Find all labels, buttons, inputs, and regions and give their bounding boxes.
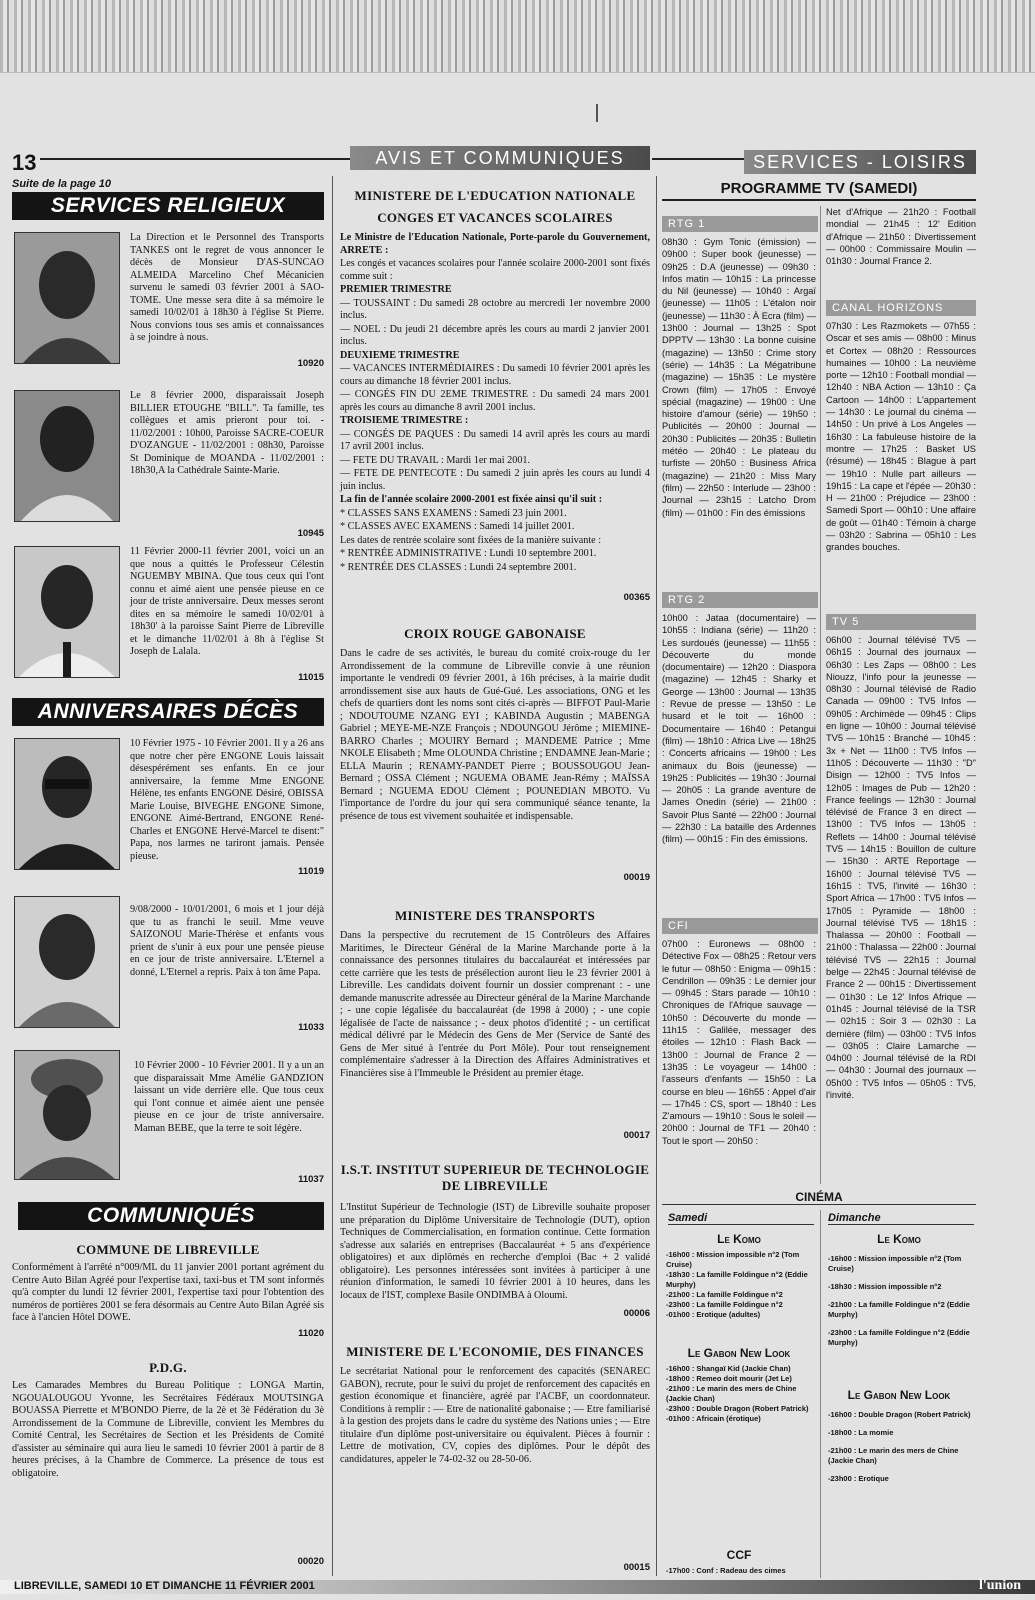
showtime: -16h00 : Mission impossible n°2 (Tom Cruise) — [828, 1254, 962, 1273]
obituary-text: La Direction et le Personnel des Transports TANKES ont le regret de vous annoncer le décès de Monsieur D'AS-SUNCAO ALMEIDA Marcelino Chef Mécanicien survenu le samedi 03 février 2001 à SAO-TOME. Une messe sera dite à sa mémoire le samedi 10/02/01 à 18h30 à l'église St Pierre. Nous convions tous ses amis et connaissances à se joindre à nous. — [130, 232, 324, 343]
portrait-photo — [14, 232, 120, 364]
showtime: -21h00 : Le marin des mers de Chine (Jackie Chan) — [828, 1446, 959, 1465]
tv-listing: Net d'Afrique — 21h20 : Football mondial — 21h45 : 12' Edition d'Afrique — 21h50 : Divertissement — 00h00 : Commissaire Moulin — 01h30 : Journal France 2. — [826, 207, 976, 267]
term-line: — FETE DU TRAVAIL : Mardi 1er mai 2001. — [340, 454, 531, 466]
obituary-text: 11 Février 2000-11 février 2001, voici un an que nous a quittés le Professeur Célestin NGUEMBY MBINA. Que tous ceux qui l'ont connu et aimé aient une pensée pieuse en ce jour de triste anniversaire. Deux messes seront dites en sa mémoire le samedi 10/02/01 à 18h30' à la paroisse Saint Pierre de Libreville et le dimanche 11/02/01 à 8h à l'église St Joseph de Lalala. — [130, 546, 324, 657]
showtime: -17h00 : Conf : Radeau des cimes — [666, 1566, 786, 1575]
notice-title: COMMUNE DE LIBREVILLE — [76, 1242, 260, 1257]
term-line: — CONGÉS FIN DU 2EME TRIMESTRE : Du samedi 24 mars 2001 après les cours au dimanche 8 avril 2001 inclus. — [340, 389, 650, 413]
portrait-photo — [14, 1050, 120, 1180]
column-rule — [332, 176, 333, 1576]
cinema-house: Le Gabon New Look — [847, 1388, 951, 1402]
cinema-house: Le Komo — [877, 1232, 921, 1246]
notice-title: I.S.T. INSTITUT SUPERIEUR DE TECHNOLOGIE DE LIBREVILLE — [340, 1162, 650, 1193]
section-title-anniversaires: ANNIVERSAIRES DÉCÈS — [12, 698, 324, 726]
anniversary-text: 9/08/2000 - 10/01/2001, 6 mois et 1 jour déjà que tu as franchi le seuil. Mme veuve SAIZONOU Marie-Thérèse et enfants vous prient de s'unir à eux pour une pensée pieuse en ce jour de triste anniversaire. L'Eternel a donné, L'Eternel a repris. Paix à ton âme Papa. — [130, 904, 324, 978]
showtime: -16h00 : Double Dragon (Robert Patrick) — [828, 1410, 971, 1419]
notice-text: Les Camarades Membres du Bureau Politique : LONGA Martin, NGOUALOUGOU Yvonne, les Secrétaires Fédéraux MOUTSINGA BOUASSA Pierrette et M'BONDO Pierre, de la 2è et 3è Fédération du 3è Arrondissement de la Commune de Libreville, convient les Membres du Comité Central, les Secrétaires de Section et les Présidents de Comité d'assister au séminaire qui aura lieu le samedi 10 février 2001 à partir de 8 heures précises, à la Chambre de Commerce. La présence de tous est obligatoire. — [12, 1380, 324, 1479]
footer-brand: l'union — [978, 1578, 1021, 1593]
ad-reference: 11033 — [298, 1022, 324, 1033]
tv-listing: 10h00 : Jataa (documentaire) — 10h55 : Indiana (série) — 11h20 : Les surdoués (jeunesse) — 11h55 : Découverte du monde (documentaire) — 12h20 : Diaspora (magazine) — 12h45 : Sharky et George — 13h00 : Journal — 13h35 : Revue de presse — 13h50 : Le husard et le toit — 16h00 : Documentaire — 16h40 : Petangui (film) — 18h10 : Africa Live — 18h25 : Concerts africains — 19h00 : Les animaux du Bois (jeunesse) — 19h25 : Publicités — 19h30 : Journal — 20h05 : La grande aventure de James Onedin (série) — 21h00 : Savoir Plus Santé — 22h00 : Journal — 22h30 : La bataille des Ardennes (film) — 00h15 : Fin des émissions. — [662, 613, 816, 845]
showtime: -16h00 : Mission impossible n°2 (Tom Cruise) — [666, 1250, 800, 1269]
section-title-services-religieux: SERVICES RELIGIEUX — [12, 192, 324, 220]
ad-reference: 00019 — [623, 872, 650, 883]
anniversary-text: 10 Février 1975 - 10 Février 2001. Il y a 26 ans que notre cher père ENGONE Louis laissait désespérément ses enfants. En ce jour anniversaire, la femme Mme ENGONE Hélène, tes enfants ENGONE Désiré, OBISSA Marie Louise, BIVEGHE ENGONE Simone, ENGONE Aimé-Bertrand, ENGONE René-Charles et ENGONE Hervé-Marcel te disent:" Papa, nos larmes ne tariront jamais. Pensée pieuse. — [130, 738, 324, 862]
banner-services: SERVICES - LOISIRS — [744, 150, 976, 174]
cinema-house: CCF — [726, 1548, 752, 1562]
term-heading: PREMIER TRIMESTRE — [340, 284, 452, 295]
header-rule — [40, 158, 350, 160]
column-rule — [656, 176, 657, 1576]
ad-reference: 00017 — [623, 1130, 650, 1141]
ad-reference: 00365 — [623, 592, 650, 603]
showtime: -21h00 : Le marin des mers de Chine (Jackie Chan) — [666, 1384, 797, 1403]
notice-text: Dans le cadre de ses activités, le bureau du comité croix-rouge du 1er Arrondissement de la commune de Libreville convie à une réunion importante le vendredi 09 février 2001, à 16h précises, à la mairie dudit arrondissement sise aux hauts de Gué-Gué. Les associations, ONG et les chefs de quartiers dont les noms sont cités ci-après — BIFFOT Paul-Marie ; NDOUTOUME NZANG EYI ; KABINDA Augustin ; MABENGA Gabriel ; MEYE-ME-NZE François ; NDOUNGOU Jérôme ; MIEMINE-BARRO Charles ; MOUIRY Bernard ; MANDEME Patrice ; Mme NKOLE Elisabeth ; Mme OLOUNDA Christine ; ENDAMNE Jean-Marie ; ELLA Maurin ; RENAMY-PANDET Pierre ; BOUSSOUGOU Jean-Bernard ; OSSA Clément ; NGUEMA OBAME Jean-Rémy ; MAÏSSA Bernard ; NGUEMA EDOU Clément ; POUNEDIAN MBOTO. Vu l'importance de l'ordre du jour qui sera communiqué séance tenante, la présence de tous est vivement souhaitée et indispensable. — [340, 648, 650, 822]
portrait-photo — [14, 896, 120, 1028]
notice-title: MINISTERE DE L'EDUCATION NATIONALE — [354, 188, 636, 203]
cinema-showtimes — [666, 1250, 816, 1320]
notice-title: P.D.G. — [149, 1360, 187, 1375]
notice-title: CROIX ROUGE GABONAISE — [404, 626, 586, 641]
anniversary-text: 10 Février 2000 - 10 Février 2001. Il y a un an que disparaissait Mme Amélie GANDZION laissant un vide derrière elle. Que tous ceux qui l'ont connue et aimée aient une pensée pieuse en ce jour de triste anniversaire. Maman BEBE, que la terre te soit légère. — [134, 1060, 324, 1134]
continued-note: Suite de la page 10 — [12, 178, 112, 190]
day-label: Dimanche — [828, 1212, 974, 1225]
portrait-photo — [14, 390, 120, 522]
tv-listing: 08h30 : Gym Tonic (émission) — 09h00 : Super book (jeunesse) — 09h25 : D.A (jeunesse) — 09h30 : Infos matin — 10h15 : La princesse du Nil (jeunesse) — 10h40 : Argaï (jeunesse) — 11h05 : L'étalon noir (jeunesse) — 11h30 : À Ecra (film) — 13h00 : Journal — 13h25 : Spot DPPTV — 13h30 : La bonne cuisine (magazine) — 13h50 : Crime story (série) — 14h35 : La Mégatribune (magazine) — 15h35 : Le mystère Crown (film) — 17h05 : Envoyé spécial (magazine) — 19h00 : Une histoire d'amour (série) — 19h50 : Publicités — 20h00 : Journal — 20h30 : Publicités — 20h35 : Bulletin météo — 20h40 : Le plateau du turfiste — 20h50 : Business Africa (magazine) — 21h20 : Miss Mary (film) — 22h50 : Interlude — 23h00 : Journal — 23h15 : Latcho Drom (film) — 01h00 : Fin des émissions — [662, 237, 816, 518]
term-heading: La fin de l'année scolaire 2000-2001 est fixée ainsi qu'il suit : — [340, 494, 603, 505]
term-line: * RENTRÉE ADMINISTRATIVE : Lundi 10 septembre 2001. — [340, 548, 597, 559]
cinema-showtimes — [828, 1254, 976, 1348]
showtime: -18h30 : La famille Foldingue n°2 (Eddie Murphy) — [666, 1270, 808, 1289]
notice-intro: Le Ministre de l'Education Nationale, Porte-parole du Gouvernement, ARRETE : — [340, 232, 650, 256]
showtime: -16h00 : Shangaï Kid (Jackie Chan) — [666, 1364, 791, 1373]
showtime: -18h00 : Remeo doit mourir (Jet Le) — [666, 1374, 792, 1383]
tv-program-title: PROGRAMME TV (SAMEDI) — [662, 180, 976, 201]
cinema-house: Le Komo — [717, 1232, 761, 1246]
term-line: — TOUSSAINT : Du samedi 28 octobre au mercredi 1er novembre 2000 inclus. — [340, 297, 650, 321]
channel-header: TV 5 — [826, 614, 976, 630]
notice-title: MINISTERE DE L'ECONOMIE, DES FINANCES — [346, 1344, 644, 1359]
banner-avis: AVIS ET COMMUNIQUES — [350, 146, 650, 170]
showtime: -18h00 : La momie — [828, 1428, 894, 1437]
showtime: -01h00 : Africain (érotique) — [666, 1414, 761, 1423]
channel-header: CANAL HORIZONS — [826, 300, 976, 316]
ad-reference: 00020 — [297, 1556, 324, 1567]
ad-reference: 00006 — [623, 1308, 650, 1319]
page-number: 13 — [12, 150, 37, 175]
term-heading: DEUXIEME TRIMESTRE — [340, 349, 460, 361]
term-line: * CLASSES AVEC EXAMENS : Samedi 14 juillet 2001. — [340, 521, 575, 532]
channel-header: RTG 2 — [662, 592, 818, 608]
ad-reference: 11019 — [298, 866, 324, 877]
notice-text: L'Institut Supérieur de Technologie (IST) de Libreville souhaite proposer une préparation du Diplôme Universitaire de Technologie (DUT), option Techniques de Commercialisation, en formation continue. Cette formation s'adresse aux salariés en entreprises (Baccalauréat + 5 ans d'expérience obligatoires) et aux diplômés en recherche d'emploi (Bac + 2 validé obligatoire). Les personnes intéressées sont invitées à participer à une réunion d'information, le samedi 10 février 2001 à 10 heures, dans les locaux de l'IST, complexe Basile ONDIMBA à Oloumi. — [340, 1202, 650, 1301]
portrait-photo — [14, 738, 120, 870]
notice-text: Conformément à l'arrêté n°009/ML du 11 janvier 2001 portant agrément du Centre Auto Bilan Agréé pour l'expertise taxi, taxi-bus et TM sont informés qu'à compter du lundi 12 février 2001, l'expertise taxi pour l'obtention des numéros de portières 2001 se fera désormais au Centre Auto Bilan Agréé sis face à l'ancien Hôtel DOWE. — [12, 1262, 324, 1323]
footer-date: LIBREVILLE, SAMEDI 10 ET DIMANCHE 11 FÉVRIER 2001 — [14, 1580, 315, 1592]
notice-text: Dans la perspective du recrutement de 15 Contrôleurs des Affaires Maritimes, le Directeur Général de la Marine Marchande porte à la connaissance des personnes titulaires du baccalauréat et intéressées par cette carrière que les tests de présélection auront lieu le 23 février 2001 à Libreville. Les candidats doivent fournir un dossier comprenant : - une demande manuscrite adressée au Directeur général de la Marine Marchande ; - une copie légalisée du baccalauréat (de 1998 à 2000) ; - une copie légalisée de l'acte de naissance ; - deux photos d'identité ; - un certificat médical délivré par le Médecin des Gens de Mer (Service de Santé des Gens de Mer situé à l'entrée du Port Môle). Pour tout renseignement complémentaire s'adresser à la Direction des Affaires Administratives et Financières sise à l'Immeuble le Président au premier étage. — [340, 930, 650, 1079]
notice-subtitle: CONGES ET VACANCES SCOLAIRES — [377, 210, 613, 225]
channel-header: CFI — [662, 918, 818, 934]
term-line: — FETE DE PENTECOTE : Du samedi 2 juin après les cours au lundi 4 juin inclus. — [340, 468, 650, 492]
showtime: -23h00 : La famille Foldingue n°2 (Eddie Murphy) — [828, 1328, 970, 1347]
notice-text: Le secrétariat National pour le renforcement des capacités (SENAREC GABON), recrute, pour le suivi du projet de renforcement des capacités en gestion économique et financière, agréé par l'ACBF, un coordonnateur. Conditions à remplir : — Etre de nationalité gabonaise ; — Etre familiarisé à la gestion des projets dans le cadre du système des Nations unies ; — Etre titulaire d'un diplôme post-universitaire ou équivalent. Pièces à fournir : Lettre de motivation, CV, copies des diplômes. Pour le dépôt des candidatures, appeler le 74-02-32 ou 28-50-06. — [340, 1366, 650, 1465]
showtime: -21h00 : La famille Foldingue n°2 — [666, 1290, 783, 1299]
term-line: — CONGÉS DE PAQUES : Du samedi 14 avril après les cours au mardi 17 avril 2001 inclus. — [340, 428, 650, 452]
cinema-showtimes — [828, 1410, 976, 1484]
showtime: -01h00 : Erotique (adultes) — [666, 1310, 761, 1319]
showtime: -23h00 : La famille Foldingue n°2 — [666, 1300, 783, 1309]
ad-reference: 00015 — [623, 1562, 650, 1573]
column-rule — [820, 206, 821, 1184]
channel-header: RTG 1 — [662, 216, 818, 232]
term-line: * RENTRÉE DES CLASSES : Lundi 24 septembre 2001. — [340, 561, 577, 573]
ad-reference: 11037 — [298, 1174, 324, 1185]
obituary-text: Le 8 février 2000, disparaissait Joseph BILLIER ETOUGHE "BILL". Ta famille, tes collègues et amis prieront pour toi. - 11/02/2001 : 10h00, Paroisse SACRE-COEUR D'OZANGUE - 11/02/2001 : 08h30, Paroisse St Dominique de MOANDA - 11/02/2001 : 18h30,A la Cathédrale Sainte-Marie. — [130, 390, 324, 476]
tv-listing: 07h00 : Euronews — 08h00 : Détective Fox — 08h25 : Retour vers le futur — 08h50 : Enigma — 09h15 : Cendrillon — 09h35 : Le dernier jour — 09h45 : Stars parade — 10h10 : Chroniques de l'Afrique sauvage — 10h50 : Découverte du monde — 11h15 : Galilée, messager des étoiles — 12h10 : Flash Back — 13h00 : Journal de France 2 — 13h35 : Le voyageur — 14h00 : l'asseurs d'enfants — 15h50 : La course en bleu — 16h55 : Appel d'air — 17h45 : CS, sport — 18h40 : Les Z'amours — 19h10 : Sous le soleil — 20h00 : Journal de TF1 — 20h40 : Tout le sport — 20h50 : — [662, 939, 816, 1146]
cinema-showtimes — [666, 1364, 816, 1424]
notice-intro: Les congés et vacances scolaires pour l'année scolaire 2000-2001 sont fixés comme suit : — [340, 258, 650, 282]
ad-reference: 11020 — [298, 1328, 324, 1339]
showtime: -23h00 : Double Dragon (Robert Patrick) — [666, 1404, 809, 1413]
term-line: * CLASSES SANS EXAMENS : Samedi 23 juin 2001. — [340, 507, 567, 519]
term-line: — NOEL : Du jeudi 21 décembre après les cours au mardi 2 janvier 2001 inclus. — [340, 323, 650, 347]
notice-title: MINISTERE DES TRANSPORTS — [394, 908, 596, 923]
section-title-communiques: COMMUNIQUÉS — [18, 1202, 324, 1230]
scan-mark — [596, 104, 598, 122]
portrait-photo — [14, 546, 120, 678]
day-label: Samedi — [668, 1212, 814, 1225]
cinema-title: CINÉMA — [662, 1190, 976, 1205]
education-notice — [340, 232, 650, 575]
tv-listing: 07h30 : Les Razmokets — 07h55 : Oscar et ses amis — 08h00 : Minus et Cortex — 08h20 : Ressources humaines — 10h00 : La neuvième porte — 12h10 : Football mondial — 12h40 : NBA Action — 13h10 : Ça Cartoon — 14h00 : L'appartement — 14h30 : Le journal du cinéma — 14h50 : Un privé à Los Angeles — 16h30 : La fabuleuse histoire de la montre — 17h25 : Basket US (résumé) — 18h45 : Blague à part — 19h10 : Nulle part ailleurs — 19h15 : La cape et l'épée — 20h30 : H — 21h00 : Préjudice — 23h00 : Samedi Sport — 00h10 : Une affaire de goût — 01h40 : Témoin à charge — 03h20 : Sabrina — 05h10 : Les grandes bouches. — [826, 321, 976, 553]
ad-reference: 10945 — [297, 528, 324, 539]
showtime: -18h30 : Mission impossible n°2 — [828, 1282, 942, 1291]
term-line: Les dates de rentrée scolaire sont fixées de la manière suivante : — [340, 534, 602, 546]
showtime: -21h00 : La famille Foldingue n°2 (Eddie Murphy) — [828, 1300, 970, 1319]
scan-noise-strip — [0, 0, 1035, 73]
column-rule — [820, 1210, 821, 1578]
ad-reference: 10920 — [297, 358, 324, 369]
cinema-showtimes — [666, 1566, 816, 1576]
ad-reference: 11015 — [298, 672, 324, 683]
tv-listing: 06h00 : Journal télévisé TV5 — 06h15 : Journal des journaux — 06h30 : Les Zaps — 08h00 : Les Niouzz, l'info pour la jeunesse — 08h30 : Journal télévisé de Radio Canada — 09h00 : TV5 Infos — 09h05 : Archimède — 09h45 : Clips en ligne — 10h00 : Journal télévisé TV5 — 10h15 : Branché — 10h45 : 3x + Net — 11h00 : TV5 Infos — 11h05 : Découverte — 11h30 : "D" Disign — 12h00 : TV5 Infos — 12h05 : Images de Pub — 12h20 : France feelings — 12h30 : Journal télévisé de France 3 en direct — 13h00 : TV5 Infos — 13h05 : Reflets — 14h00 : Journal télévisé TV5 — 14h15 : Bouillon de culture — 15h30 : ARTE Reportage — 16h00 : Journal télévisé TV5 — 16h15 : TV5, l'invité — 16h30 : Sport Africa — 17h00 : TV5 Infos — 17h05 : Pyramide — 18h00 : Journal télévisé TV5 — 18h15 : Thalassa — 20h00 : Football — 21h00 : Thalassa — 22h00 : Journal télévisé TV5 — 22h15 : Journal belge — 22h45 : Journal télévisé de France 2 — 00h15 : Divertissement — 01h30 : Le 12' Infos Afrique — 01h45 : Journal télévisé de la TSR — 02h15 : Soir 3 — 02h30 : La dernière (film) — 03h00 : TV5 Infos — 03h05 : Claire Lamarche — 04h00 : Journal télévisé de la RDI — 04h30 : Journal des journaux — 05h00 : TV5 Infos — 05h05 : TV5, l'invité. — [826, 635, 976, 1100]
cinema-house: Le Gabon New Look — [687, 1346, 791, 1360]
term-line: — VACANCES INTERMÉDIAIRES : Du samedi 10 février 2001 après les cours au dimanche 18 février 2001 inclus. — [340, 363, 650, 387]
term-heading: TROISIEME TRIMESTRE : — [340, 415, 469, 426]
header-rule — [652, 158, 744, 160]
showtime: -23h00 : Erotique — [828, 1474, 889, 1483]
